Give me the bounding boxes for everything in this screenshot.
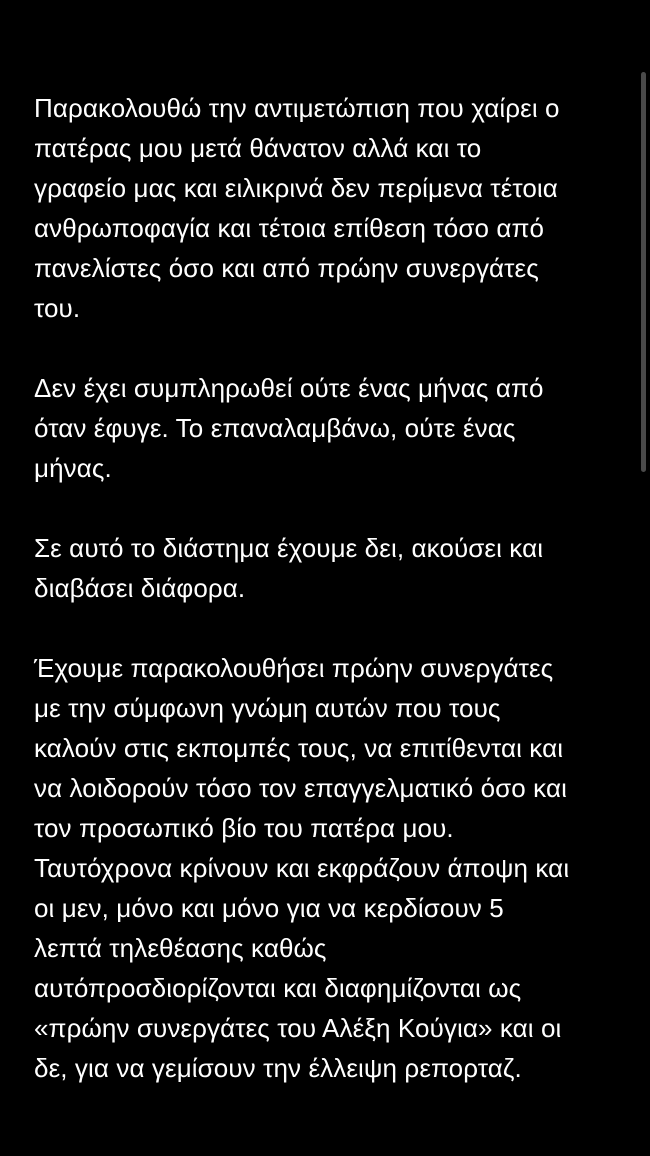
paragraph-3 <box>34 528 624 608</box>
text-line: Δεν έχει συμπληρωθεί ούτε ένας μήνας από <box>34 373 544 403</box>
text-line: τον προσωπικό βίο του πατέρα μου. <box>34 813 454 843</box>
text-line: οι μεν, μόνο και μόνο για να κερδίσουν 5 <box>34 893 504 923</box>
text-line: πανελίστες όσο και από πρώην συνεργάτες <box>34 253 539 283</box>
text-line: αυτόπροσδιορίζονται και διαφημίζονται ως <box>34 973 522 1003</box>
text-line: πατέρας μου μετά θάνατον αλλά και το <box>34 133 482 163</box>
text-line: ανθρωποφαγία και τέτοια επίθεση τόσο από <box>34 213 545 243</box>
text-line: «πρώην συνεργάτες του Αλέξη Κούγια» και οι <box>34 1013 562 1043</box>
text-line: Έχουμε παρακολουθήσει πρώην συνεργάτες <box>34 653 554 683</box>
text-line: καλούν στις εκπομπές τους, να επιτίθενται και <box>34 733 564 763</box>
paragraph-1 <box>34 88 624 328</box>
paragraph-2 <box>34 368 624 488</box>
text-line: με την σύμφωνη γνώμη αυτών που τους <box>34 693 501 723</box>
text-line: όταν έφυγε. Το επαναλαμβάνω, ούτε ένας <box>34 413 516 443</box>
paragraph-4 <box>34 648 624 1088</box>
story-text-block <box>34 88 624 1128</box>
text-line: Σε αυτό το διάστημα έχουμε δει, ακούσει και <box>34 533 544 563</box>
text-line: του. <box>34 293 81 323</box>
text-line: Ταυτόχρονα κρίνουν και εκφράζουν άποψη και <box>34 853 570 883</box>
text-line: διαβάσει διάφορα. <box>34 573 246 603</box>
text-line: δε, για να γεμίσουν την έλλειψη ρεπορταζ. <box>34 1053 522 1083</box>
text-line: λεπτά τηλεθέασης καθώς <box>34 933 327 963</box>
text-line: γραφείο μας και ειλικρινά δεν περίμενα τέτοια <box>34 173 558 203</box>
text-line: Παρακολουθώ την αντιμετώπιση που χαίρει ο <box>34 93 560 123</box>
text-line: μήνας. <box>34 453 112 483</box>
vertical-scrollbar[interactable] <box>641 72 646 472</box>
text-line: να λοιδορούν τόσο τον επαγγελματικό όσο και <box>34 773 567 803</box>
